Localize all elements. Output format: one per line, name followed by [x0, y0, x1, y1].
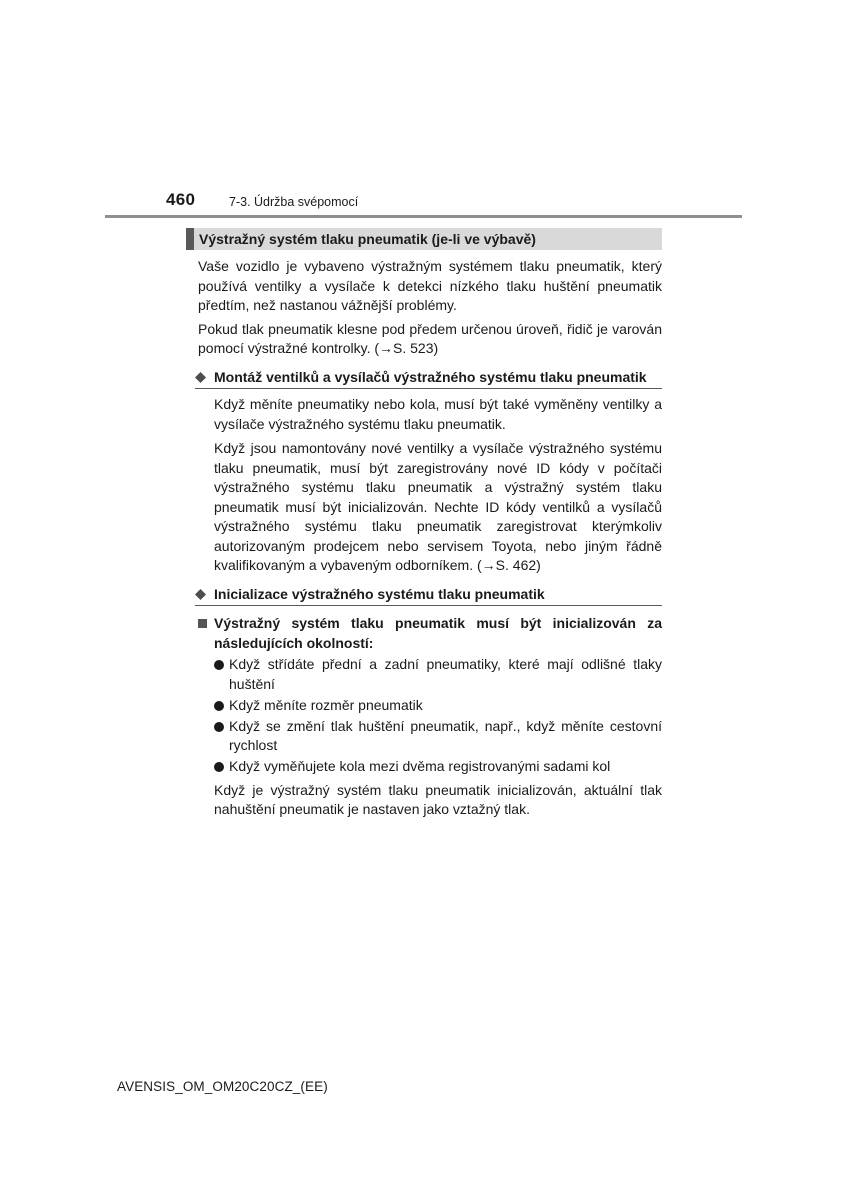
subsection-rule [195, 605, 662, 606]
list-item [214, 717, 662, 756]
closing-paragraph: Když je výstražný systém tlaku pneumatik inicializován, aktuální tlak nahuštění pneumatik je nastaven jako vztažný tlak. [214, 781, 662, 817]
condition-heading [198, 614, 662, 653]
round-bullet-icon [214, 701, 224, 711]
condition-list [214, 655, 662, 777]
topic-title: Výstražný systém tlaku pneumatik (je-li ve výbavě) [199, 231, 536, 247]
intro-paragraph: Pokud tlak pneumatik klesne pod předem určenou úroveň, řidič je varován pomocí výstražné kontrolky. (→S. 523) [198, 320, 662, 356]
list-item [214, 757, 662, 777]
list-item-text: Když měníte rozměr pneumatik [229, 696, 423, 713]
header-rule [105, 215, 742, 218]
list-item-text: Když se změní tlak huštění pneumatik, např., když měníte cestovní rychlost [229, 717, 662, 753]
list-item-text: Když vyměňujete kola mezi dvěma registrovanými sadami kol [229, 758, 611, 774]
square-bullet-icon [198, 619, 207, 628]
subsection-heading [195, 368, 662, 389]
diamond-bullet-icon [195, 589, 206, 600]
subsection-heading-text: Inicializace výstražného systému tlaku pneumatik [214, 585, 545, 602]
topic-title-bar [186, 228, 662, 250]
subsection-rule [195, 388, 662, 389]
round-bullet-icon [214, 660, 224, 670]
round-bullet-icon [214, 762, 224, 772]
page-content [186, 228, 662, 820]
subsection-body [214, 395, 662, 576]
diamond-bullet-icon [195, 372, 206, 383]
body-paragraph: Když jsou namontovány nové ventilky a vysílače výstražného systému tlaku pneumatik, musí být zaregistrovány nové ID kódy v počítači výstražného systému tlaku pneumatik a výstražný systém tlaku pneumatik musí být inicializován. Nechte ID kódy ventilků a vysílačů výstražného systému tlaku pneumatik zaregistrovat kterýmkoliv autorizovaným prodejcem nebo servisem Toyota, nebo jiným řádně kvalifikovaným a vybaveným odborníkem. (→S. 462) [214, 440, 662, 573]
condition-heading-text: Výstražný systém tlaku pneumatik musí být inicializován za následujících okolností: [214, 615, 662, 651]
intro-paragraph: Vaše vozidlo je vybaveno výstražným systémem tlaku pneumatik, který používá ventilky a vysílače k detekci nízkého tlaku huštění pneumatik předtím, než nastanou vážnější problémy. [198, 258, 662, 313]
page-number: 460 [166, 190, 196, 209]
subsection-heading [195, 585, 662, 606]
topic-intro [198, 257, 662, 359]
subsection-heading-text: Montáž ventilků a vysílačů výstražného systému tlaku pneumatik [214, 368, 647, 385]
list-item-text: Když střídáte přední a zadní pneumatiky, které mají odlišné tlaky huštění [229, 656, 662, 692]
list-item [214, 655, 662, 694]
body-paragraph: Když měníte pneumatiky nebo kola, musí být také vyměněny ventilky a vysílače výstražného systému tlaku pneumatik. [214, 396, 662, 432]
list-item [214, 696, 662, 716]
document-code: AVENSIS_OM_OM20C20CZ_(EE) [117, 1079, 328, 1094]
round-bullet-icon [214, 722, 224, 732]
section-title: 7-3. Údržba svépomocí [229, 195, 359, 209]
